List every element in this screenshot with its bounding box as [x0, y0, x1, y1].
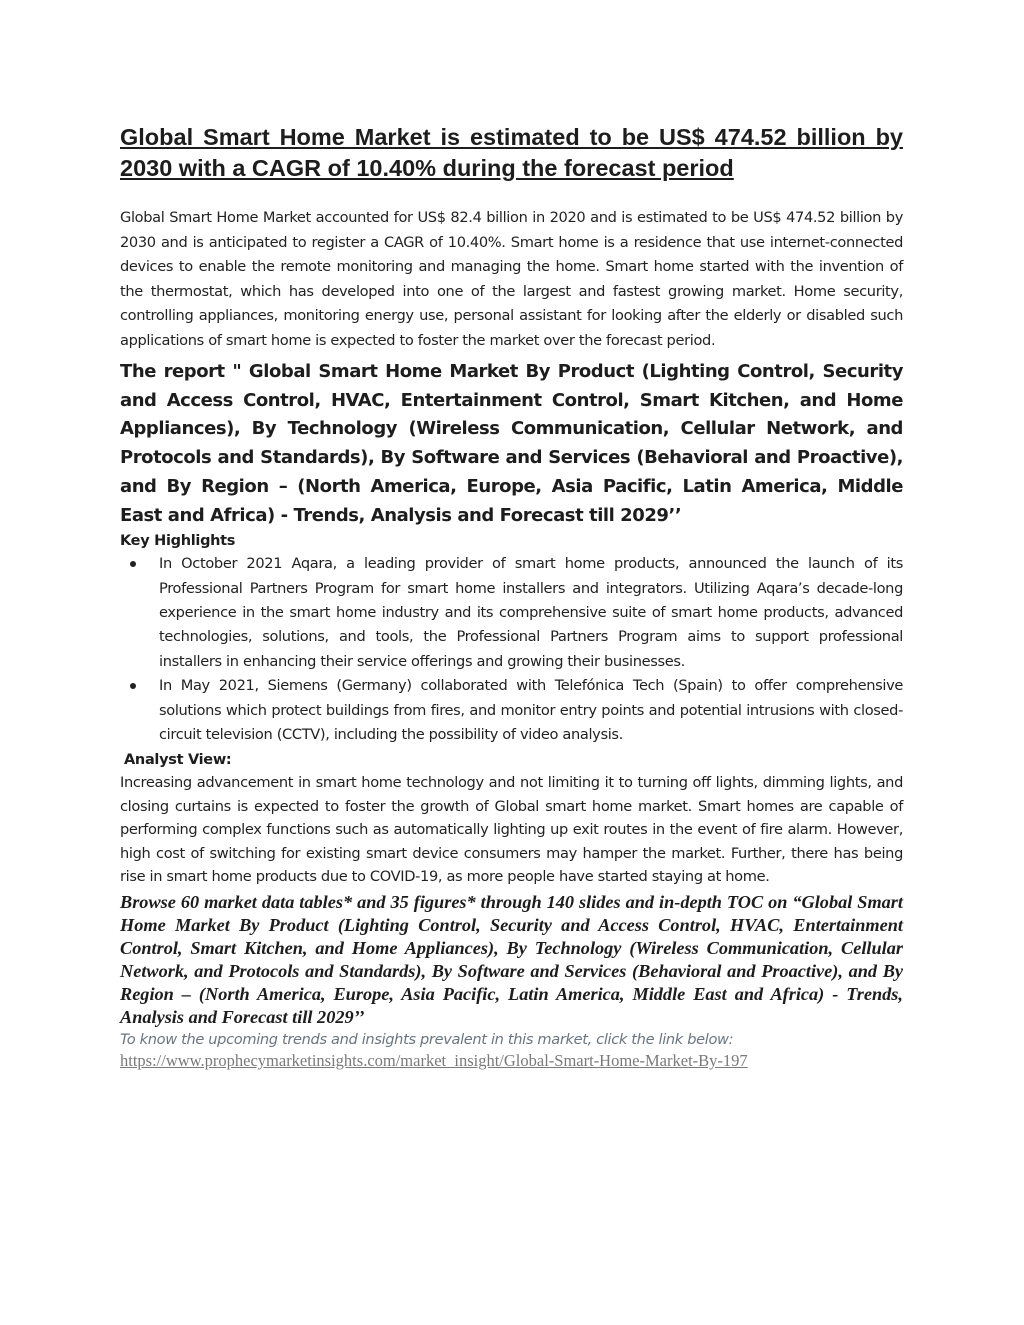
list-item: [120, 674, 903, 747]
report-heading: The report " Global Smart Home Market By Product (Lighting Control, Security and Access Control, HVAC, Entertainment Control, Smart Kitchen, and Home Appliances), By Technology (Wireless Communication, Cellular Network, and Protocols and Standards), By Software and Services (Behavioral and Proactive), and By Region – (North America, Europe, Asia Pacific, Latin America, Middle East and Africa) - Trends, Analysis and Forecast till 2029’’: [120, 361, 903, 526]
analyst-view-heading: Analyst View:: [124, 752, 232, 769]
bullet-icon: [130, 683, 136, 689]
highlight-text: In October 2021 Aqara, a leading provider of smart home products, announced the launch of its Professional Partners Program for smart home installers and integrators. Utilizing Aqara’s decade-long experience in the smart home industry and its comprehensive suite of smart home products, advanced technologies, solutions, and tools, the Professional Partners Program aims to support professional installers in enhancing their service offerings and growing their businesses.: [159, 555, 903, 670]
analyst-view-paragraph: Increasing advancement in smart home technology and not limiting it to turning off lights, dimming lights, and closing curtains is expected to foster the growth of Global smart home market. Smart homes are capable of performing complex functions such as automatically lighting up exit routes in the event of fire alarm. However, high cost of switching for existing smart device consumers may hamper the market. Further, there has being rise in smart home products due to COVID-19, as more people have started staying at home.: [120, 774, 903, 886]
cta-text: To know the upcoming trends and insights prevalent in this market, click the link below:: [120, 1031, 734, 1049]
highlight-text: In May 2021, Siemens (Germany) collaborated with Telefónica Tech (Spain) to offer comprehensive solutions which protect buildings from fires, and monitor entry points and potential intrusions with closed-circuit television (CCTV), including the possibility of video analysis.: [159, 677, 903, 744]
report-link[interactable]: https://www.prophecymarketinsights.com/market_insight/Global-Smart-Home-Market-By-197: [120, 1051, 748, 1071]
bullet-icon: [130, 561, 136, 567]
page-title: Global Smart Home Market is estimated to be US$ 474.52 billion by 2030 with a CAGR of 10.40% during the forecast period: [120, 124, 903, 181]
key-highlights-heading: Key Highlights: [120, 533, 236, 550]
intro-paragraph: Global Smart Home Market accounted for US$ 82.4 billion in 2020 and is estimated to be US$ 474.52 billion by 2030 and is anticipated to register a CAGR of 10.40%. Smart home is a residence that use internet-connected devices to enable the remote monitoring and managing the home. Smart home started with the invention of the thermostat, which has developed into one of the largest and fastest growing market. Home security, controlling appliances, monitoring energy use, personal assistant for looking after the elderly or disabled such applications of smart home is expected to foster the market over the forecast period.: [120, 209, 903, 349]
document-page: [120, 122, 903, 1072]
key-highlights-list: [120, 552, 903, 747]
list-item: [120, 552, 903, 674]
browse-paragraph: Browse 60 market data tables* and 35 figures* through 140 slides and in-depth TOC on “Global Smart Home Market By Product (Lighting Control, Security and Access Control, HVAC, Entertainment Control, Smart Kitchen, and Home Appliances), By Technology (Wireless Communication, Cellular Network, and Protocols and Standards), By Software and Services (Behavioral and Proactive), and By Region – (North America, Europe, Asia Pacific, Latin America, Middle East and Africa) - Trends, Analysis and Forecast till 2029’’: [120, 891, 903, 1027]
